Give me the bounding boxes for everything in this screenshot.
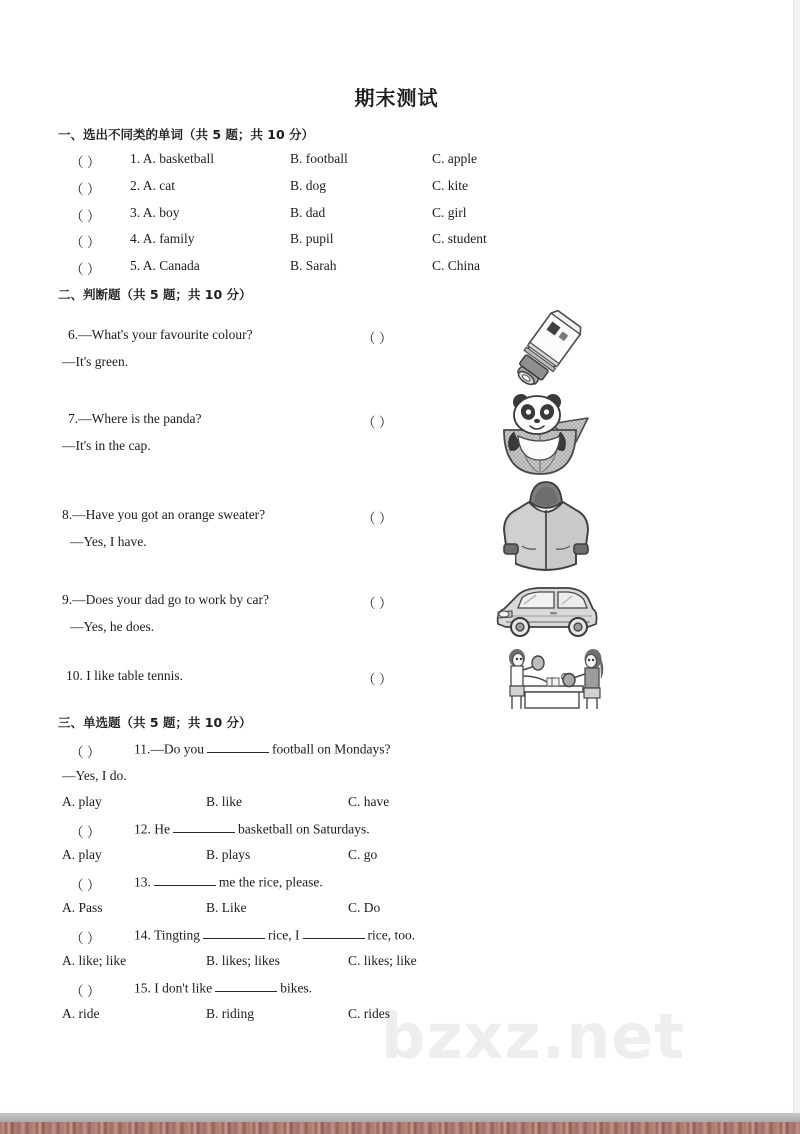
answer-paren-4[interactable]: （ ） (70, 235, 101, 250)
answer-paren-7[interactable]: （ ） (362, 415, 393, 430)
answer-paren-12[interactable]: （ ） (70, 825, 101, 840)
question-15-stem-before: 15. I don't like (134, 980, 213, 996)
question-5-option-c[interactable]: C. China (432, 258, 481, 273)
answer-paren-8[interactable]: （ ） (362, 511, 393, 526)
question-13-stem (134, 874, 323, 890)
question-15-blank[interactable] (215, 980, 277, 992)
answer-paren-6[interactable]: （ ） (362, 331, 393, 346)
question-14-option-c[interactable]: C. likes; like (348, 953, 417, 968)
question-7-line1: 7.—Where is the panda? (68, 411, 202, 426)
question-14-blank-2[interactable] (303, 927, 365, 939)
question-11-stem-after: football on Mondays? (272, 741, 391, 757)
table-tennis-picture (497, 646, 609, 717)
paint-tube-picture (505, 305, 595, 395)
question-5-option-b[interactable]: B. Sarah (290, 258, 337, 273)
question-13-option-c[interactable]: C. Do (348, 900, 381, 915)
question-12-option-b[interactable]: B. plays (206, 847, 251, 862)
section-heading-2: 二、判断题（共 5 题；共 10 分） (58, 287, 252, 302)
question-8-line2: —Yes, I have. (70, 534, 147, 549)
question-1-option-b[interactable]: B. football (290, 151, 348, 166)
question-11-option-b[interactable]: B. like (206, 794, 242, 809)
hooded-jacket-picture (496, 478, 596, 583)
question-12-option-a[interactable]: A. play (62, 847, 102, 862)
question-1-option-c[interactable]: C. apple (432, 151, 477, 166)
page-title: 期末测试 (354, 86, 439, 110)
answer-paren-10[interactable]: （ ） (362, 672, 393, 687)
question-15-option-c[interactable]: C. rides (348, 1006, 390, 1021)
section-heading-3: 三、单选题（共 5 题；共 10 分） (58, 715, 252, 730)
question-2-stem: 2. A. cat (130, 178, 175, 193)
watermark: bzxz.net (381, 1000, 685, 1073)
question-12-stem-after: basketball on Saturdays. (238, 821, 370, 837)
question-11-option-c[interactable]: C. have (348, 794, 390, 809)
question-14-stem-before: 14. Tingting (134, 927, 201, 943)
question-3-option-b[interactable]: B. dad (290, 205, 326, 220)
answer-paren-1[interactable]: （ ） (70, 155, 101, 170)
question-3-stem: 3. A. boy (130, 205, 180, 220)
car-picture (492, 582, 602, 645)
question-4-option-c[interactable]: C. student (432, 231, 487, 246)
question-11-stem-line2: —Yes, I do. (62, 768, 127, 783)
question-12-stem-before: 12. He (134, 821, 170, 837)
question-15-stem-after: bikes. (280, 980, 313, 996)
question-15-stem (134, 980, 312, 996)
question-14-stem-after: rice, too. (367, 927, 416, 943)
question-11-blank[interactable] (207, 741, 269, 753)
question-1-stem: 1. A. basketball (130, 151, 214, 166)
question-6-line1: 6.—What's your favourite colour? (68, 327, 253, 342)
question-10-line1: 10. I like table tennis. (66, 668, 183, 683)
question-14-option-a[interactable]: A. like; like (62, 953, 127, 968)
panda-in-cap-picture (490, 388, 605, 483)
question-8-line1: 8.—Have you got an orange sweater? (62, 507, 266, 522)
question-12-stem (134, 821, 370, 837)
answer-paren-3[interactable]: （ ） (70, 209, 101, 224)
question-14-stem (134, 927, 415, 943)
question-11-option-a[interactable]: A. play (62, 794, 102, 809)
answer-paren-9[interactable]: （ ） (362, 596, 393, 611)
question-11-stem (134, 741, 390, 757)
answer-paren-11[interactable]: （ ） (70, 745, 101, 760)
question-14-blank-1[interactable] (203, 927, 265, 939)
question-4-stem: 4. A. family (130, 231, 195, 246)
answer-paren-13[interactable]: （ ） (70, 878, 101, 893)
question-13-blank[interactable] (154, 874, 216, 886)
question-15-option-a[interactable]: A. ride (62, 1006, 100, 1021)
answer-paren-2[interactable]: （ ） (70, 182, 101, 197)
question-9-line2: —Yes, he does. (70, 619, 155, 634)
question-12-option-c[interactable]: C. go (348, 847, 378, 862)
question-4-option-b[interactable]: B. pupil (290, 231, 334, 246)
page-right-edge (793, 0, 800, 1113)
question-11-stem-before: 11.—Do you (134, 741, 204, 757)
answer-paren-14[interactable]: （ ） (70, 931, 101, 946)
question-5-stem: 5. A. Canada (130, 258, 200, 273)
answer-paren-5[interactable]: （ ） (70, 262, 101, 277)
desk-gray-strip (0, 1113, 800, 1122)
desk-wood-strip (0, 1122, 800, 1134)
question-15-option-b[interactable]: B. riding (206, 1006, 255, 1021)
question-14-stem-mid: rice, I (268, 927, 300, 943)
question-9-line1: 9.—Does your dad go to work by car? (62, 592, 269, 607)
question-2-option-b[interactable]: B. dog (290, 178, 327, 193)
question-13-stem-before: 13. (134, 874, 151, 890)
answer-paren-15[interactable]: （ ） (70, 984, 101, 999)
question-6-line2: —It's green. (62, 354, 129, 369)
section-heading-1: 一、选出不同类的单词（共 5 题；共 10 分） (58, 127, 315, 142)
question-12-blank[interactable] (173, 821, 235, 833)
question-3-option-c[interactable]: C. girl (432, 205, 467, 220)
question-13-option-b[interactable]: B. Like (206, 900, 247, 915)
question-13-option-a[interactable]: A. Pass (62, 900, 103, 915)
question-13-stem-after: me the rice, please. (218, 874, 323, 890)
question-14-option-b[interactable]: B. likes; likes (206, 953, 280, 968)
question-7-line2: —It's in the cap. (62, 438, 151, 453)
question-2-option-c[interactable]: C. kite (432, 178, 468, 193)
